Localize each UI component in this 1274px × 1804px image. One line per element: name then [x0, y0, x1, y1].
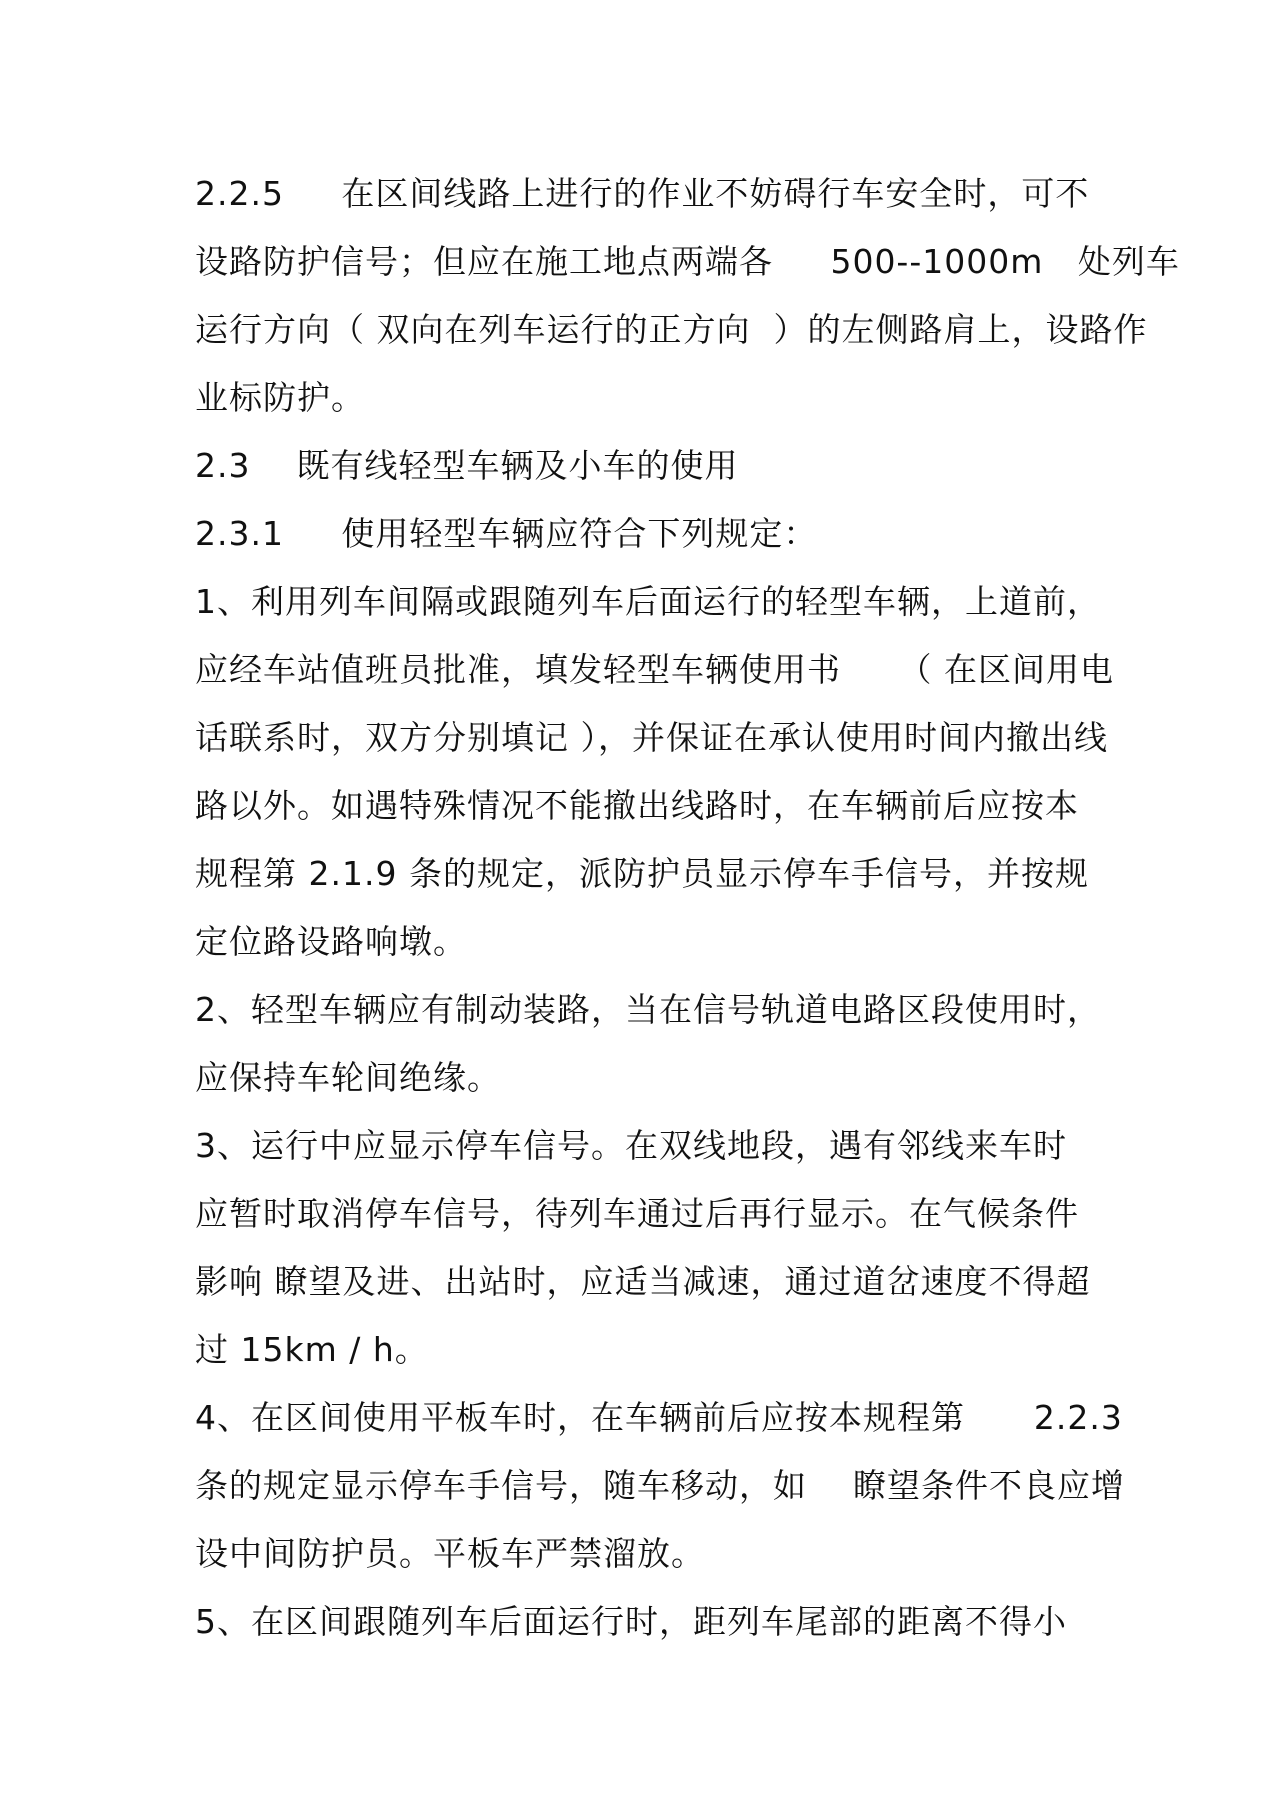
text-line: 1、利用列车间隔或跟随列车后面运行的轻型车辆，上道前，: [195, 582, 1101, 621]
document-page: [195, 160, 1195, 1656]
text-line: 设路防护信号；但应在施工地点两端各 500--1000m 处列车: [195, 242, 1180, 281]
text-line: 业标防护。: [195, 378, 365, 417]
text-line: 4、在区间使用平板车时，在车辆前后应按本规程第 2.2.3: [195, 1398, 1123, 1437]
text-line: 2.3.1 使用轻型车辆应符合下列规定：: [195, 514, 818, 553]
text-line: 设中间防护员。平板车严禁溜放。: [195, 1534, 705, 1573]
text-line: 2.2.5 在区间线路上进行的作业不妨碍行车安全时，可不: [195, 174, 1090, 213]
text-line: 规程第 2.1.9 条的规定，派防护员显示停车手信号，并按规: [195, 854, 1089, 893]
text-line: 2、轻型车辆应有制动装路，当在信号轨道电路区段使用时，: [195, 990, 1101, 1029]
text-line: 过 15km / h。: [195, 1330, 429, 1369]
text-line: 影响 瞭望及进、出站时，应适当减速，通过道岔速度不得超: [195, 1262, 1091, 1301]
text-line: 应暂时取消停车信号，待列车通过后再行显示。在气候条件: [195, 1194, 1079, 1233]
text-line: 应保持车轮间绝缘。: [195, 1058, 501, 1097]
text-line: 2.3 既有线轻型车辆及小车的使用: [195, 446, 739, 485]
text-line: 3、运行中应显示停车信号。在双线地段，遇有邻线来车时: [195, 1126, 1067, 1165]
text-line: 话联系时，双方分别填记 ），并保证在承认使用时间内撤出线: [195, 718, 1108, 757]
text-line: 5、在区间跟随列车后面运行时，距列车尾部的距离不得小: [195, 1602, 1067, 1641]
text-line: 定位路设路响墩。: [195, 922, 467, 961]
text-line: 应经车站值班员批准，填发轻型车辆使用书 （ 在区间用电: [195, 650, 1114, 689]
text-line: 运行方向（ 双向在列车运行的正方向 ）的左侧路肩上，设路作: [195, 310, 1148, 349]
text-line: 路以外。如遇特殊情况不能撤出线路时，在车辆前后应按本: [195, 786, 1079, 825]
text-line: 条的规定显示停车手信号，随车移动，如 瞭望条件不良应增: [195, 1466, 1125, 1505]
